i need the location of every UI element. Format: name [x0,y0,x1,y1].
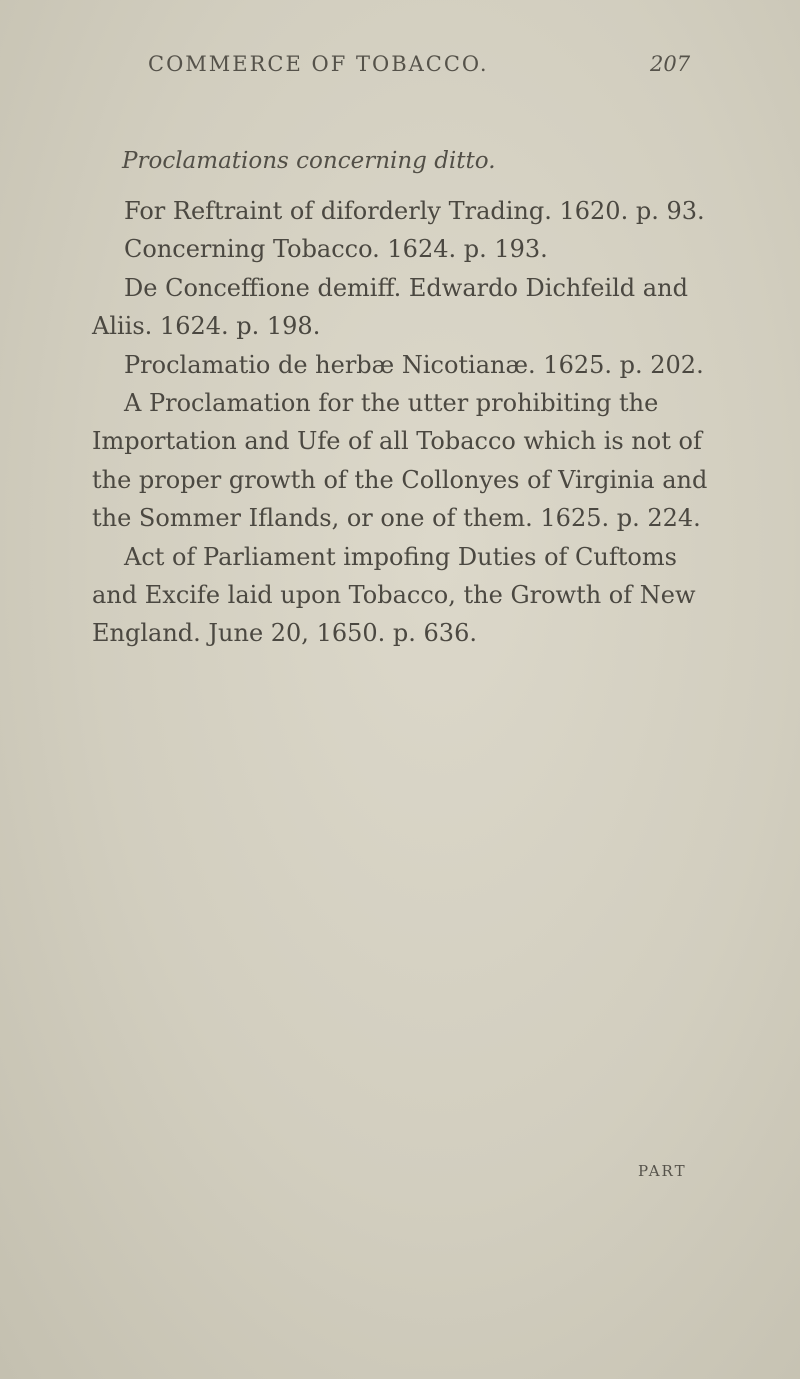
list-item: De Conceffione demiff. Edwardo Dichfeild and Aliis. 1624. p. 198. [92,273,688,341]
page-number: 207 [650,52,691,76]
section-heading: Proclamations concerning ditto. [122,148,496,174]
running-title: COMMERCE OF TOBACCO. [148,52,489,76]
list-item: Proclamatio de herbæ Nicotianæ. 1625. p. 202. [124,350,704,379]
running-head [148,52,728,76]
list-item: Act of Parliament impofing Duties of Cuftoms and Excife laid upon Tobacco, the Growth of New England. June 20, 1650. p. 636. [92,542,696,648]
catchword: PART [638,1162,687,1180]
entries-list [92,192,708,653]
list-item: A Proclamation for the utter prohibiting the Importation and Ufe of all Tobacco which is not of the proper growth of the Collonyes of Virginia and the Sommer Iflands, or one of them. 1625. p. 224. [92,389,708,533]
list-item: For Reftraint of diforderly Trading. 1620. p. 93. [124,197,705,225]
list-item: Concerning Tobacco. 1624. p. 193. [124,235,548,264]
